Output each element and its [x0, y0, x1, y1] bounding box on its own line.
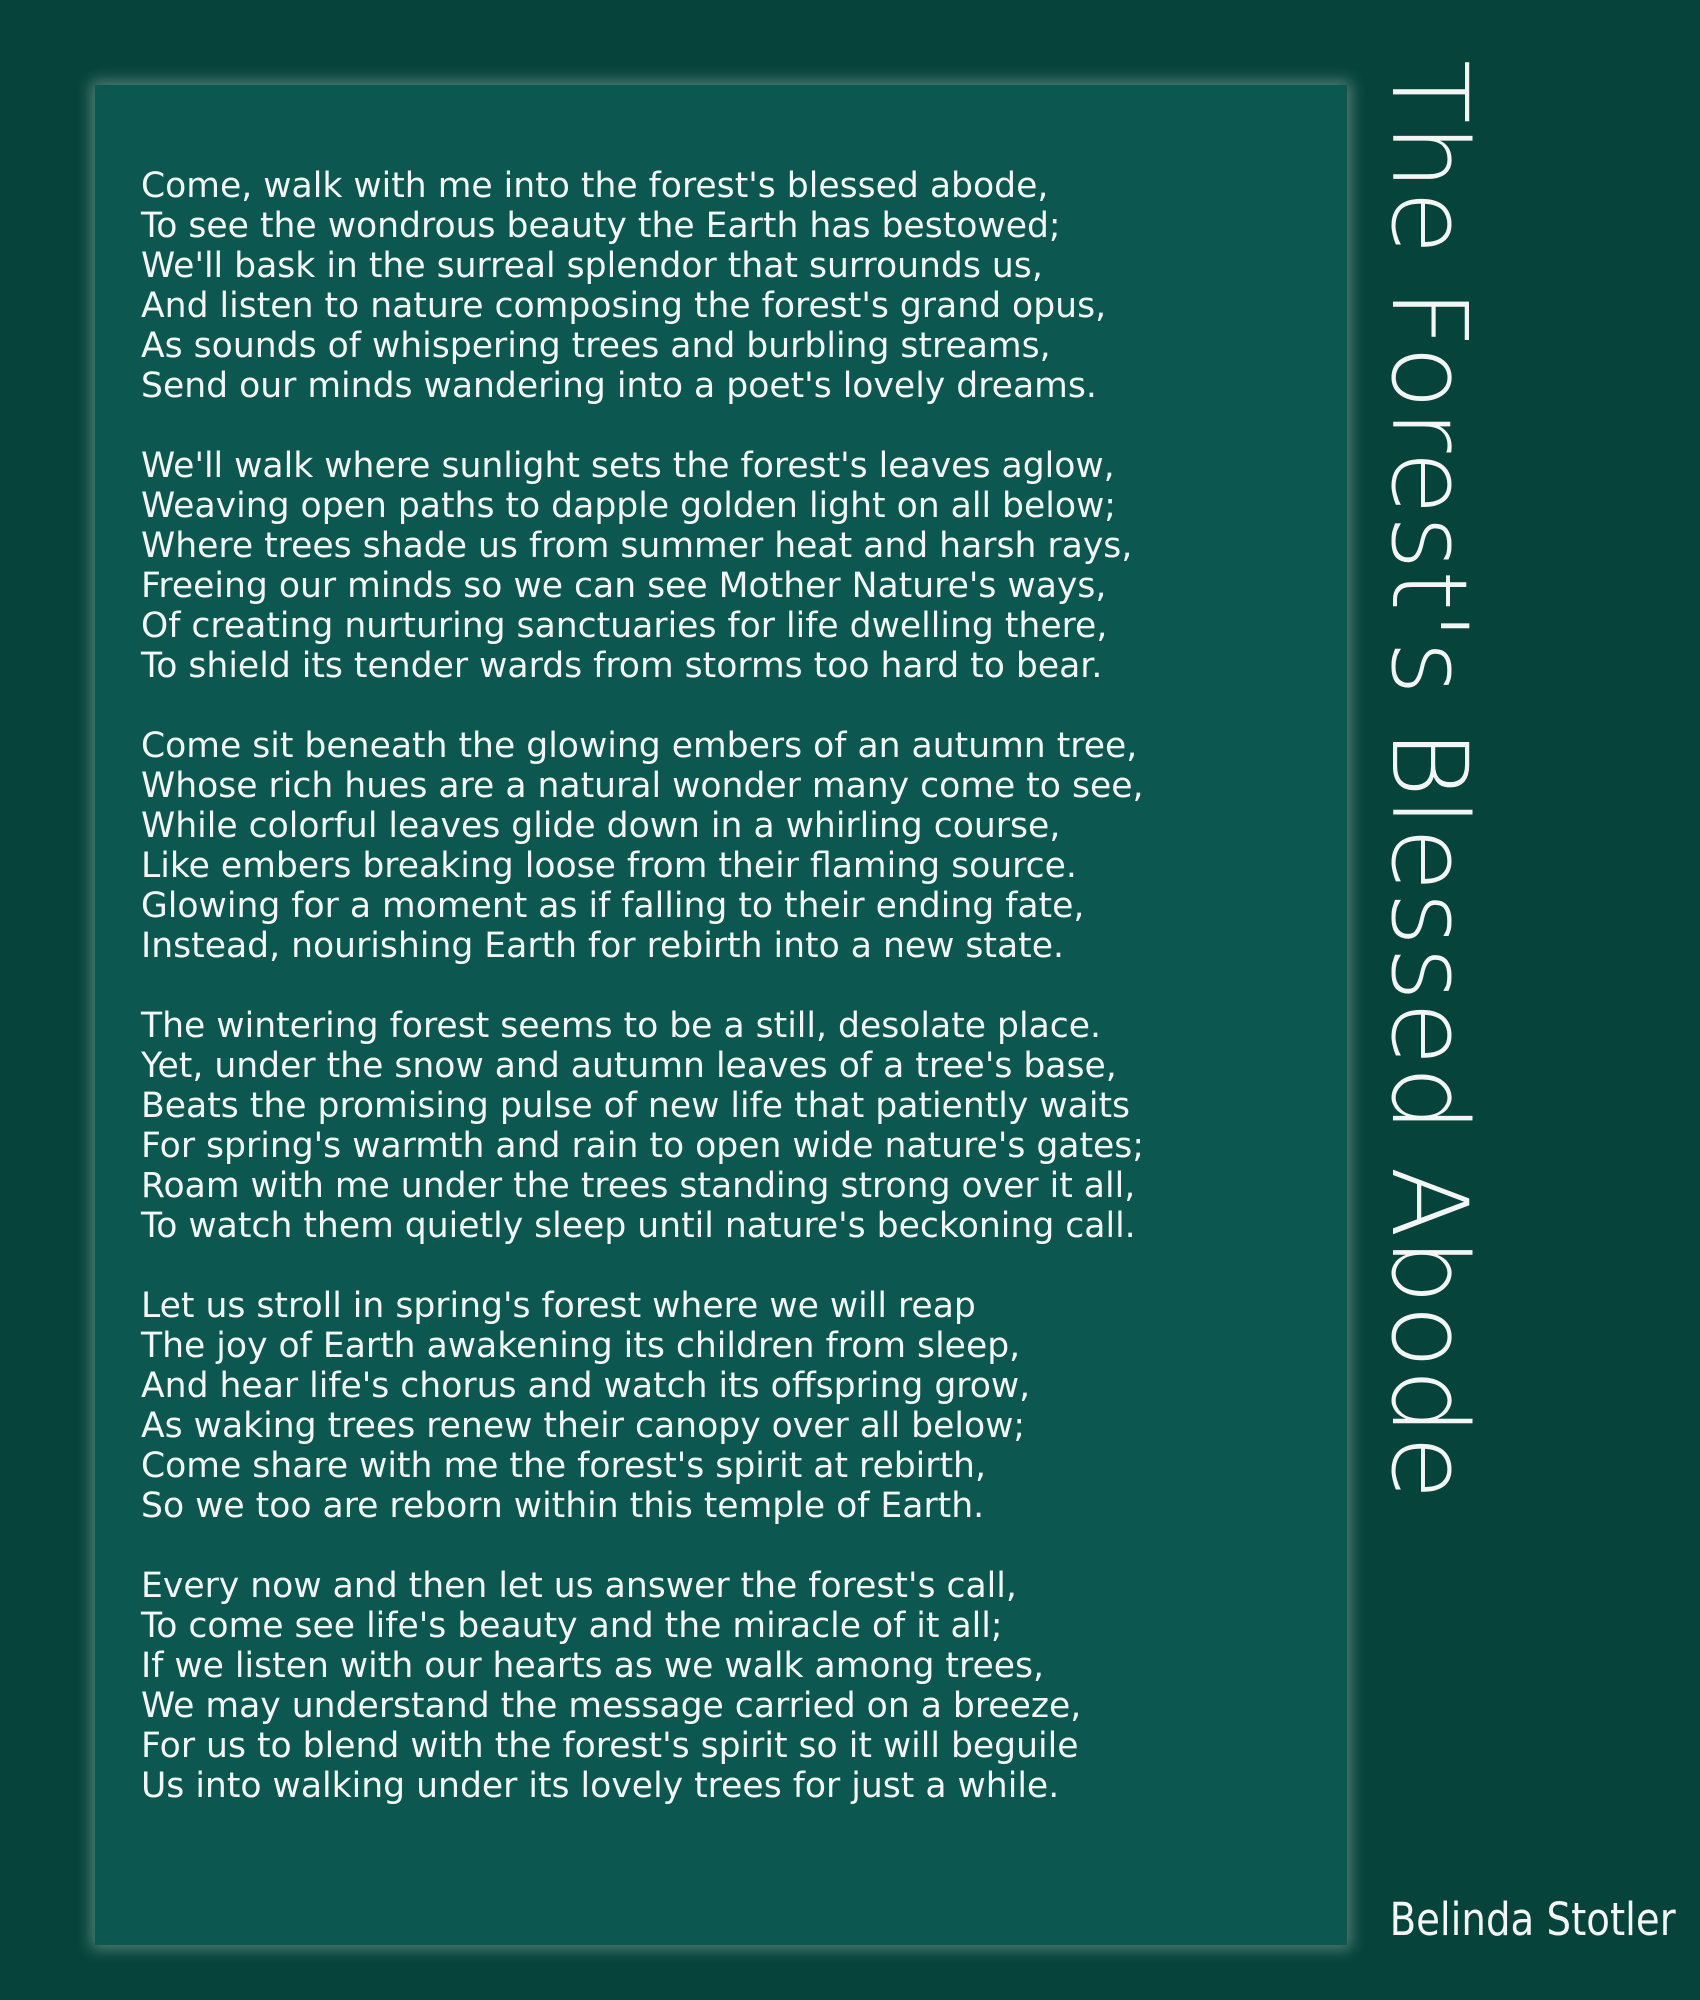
poem-line: To watch them quietly sleep until nature's beckoning call. [141, 1206, 1136, 1246]
poem-line: Of creating nurturing sanctuaries for life dwelling there, [141, 606, 1108, 646]
poem-line: To shield its tender wards from storms too hard to bear. [141, 646, 1103, 686]
poem-line: As waking trees renew their canopy over all below; [141, 1406, 1026, 1446]
author-name: Belinda Stotler [1389, 1893, 1676, 1946]
poem-line: Weaving open paths to dapple golden light on all below; [141, 486, 1116, 526]
poem-line: The joy of Earth awakening its children from sleep, [141, 1326, 1021, 1366]
poem-line: Roam with me under the trees standing strong over it all, [141, 1166, 1136, 1206]
poem-body [141, 166, 1321, 1846]
stanza-1 [141, 166, 1321, 406]
poem-line: Beats the promising pulse of new life that patiently waits [141, 1086, 1131, 1126]
poem-line: Us into walking under its lovely trees for just a while. [141, 1766, 1060, 1806]
poem-line: If we listen with our hearts as we walk among trees, [141, 1646, 1045, 1686]
stanza-6 [141, 1566, 1321, 1806]
poem-line: Come sit beneath the glowing embers of an autumn tree, [141, 726, 1138, 766]
poem-line: Send our minds wandering into a poet's lovely dreams. [141, 366, 1097, 406]
poem-line: Glowing for a moment as if falling to their ending fate, [141, 886, 1085, 926]
stanza-2 [141, 446, 1321, 686]
poem-line: Every now and then let us answer the forest's call, [141, 1566, 1017, 1606]
poem-line: For spring's warmth and rain to open wide nature's gates; [141, 1126, 1144, 1166]
poem-line: Where trees shade us from summer heat and harsh rays, [141, 526, 1133, 566]
stanza-4 [141, 1006, 1321, 1246]
poem-line: And hear life's chorus and watch its offspring grow, [141, 1366, 1031, 1406]
poem-title: The Forest's Blessed Abode [1368, 60, 1490, 1501]
poem-line: Instead, nourishing Earth for rebirth into a new state. [141, 926, 1065, 966]
poem-line: As sounds of whispering trees and burbling streams, [141, 326, 1051, 366]
poem-line: Let us stroll in spring's forest where we will reap [141, 1286, 976, 1326]
poem-line: Like embers breaking loose from their flaming source. [141, 846, 1077, 886]
poem-line: Yet, under the snow and autumn leaves of a tree's base, [141, 1046, 1117, 1086]
poem-line: Freeing our minds so we can see Mother Nature's ways, [141, 566, 1107, 606]
poem-line: For us to blend with the forest's spirit so it will beguile [141, 1726, 1079, 1766]
stanza-5 [141, 1286, 1321, 1526]
poem-line: Come share with me the forest's spirit at rebirth, [141, 1446, 986, 1486]
poem-line: To come see life's beauty and the miracle of it all; [141, 1606, 1003, 1646]
poem-line: And listen to nature composing the forest's grand opus, [141, 286, 1107, 326]
poem-line: Whose rich hues are a natural wonder many come to see, [141, 766, 1144, 806]
poem-line: Come, walk with me into the forest's blessed abode, [141, 166, 1049, 206]
poem-line: We'll bask in the surreal splendor that surrounds us, [141, 246, 1043, 286]
poem-line: We'll walk where sunlight sets the forest's leaves aglow, [141, 446, 1115, 486]
poem-line: So we too are reborn within this temple of Earth. [141, 1486, 985, 1526]
poem-line: We may understand the message carried on a breeze, [141, 1686, 1082, 1726]
poem-line: To see the wondrous beauty the Earth has bestowed; [141, 206, 1061, 246]
stanza-3 [141, 726, 1321, 966]
poem-line: While colorful leaves glide down in a whirling course, [141, 806, 1061, 846]
poem-line: The wintering forest seems to be a still, desolate place. [141, 1006, 1102, 1046]
